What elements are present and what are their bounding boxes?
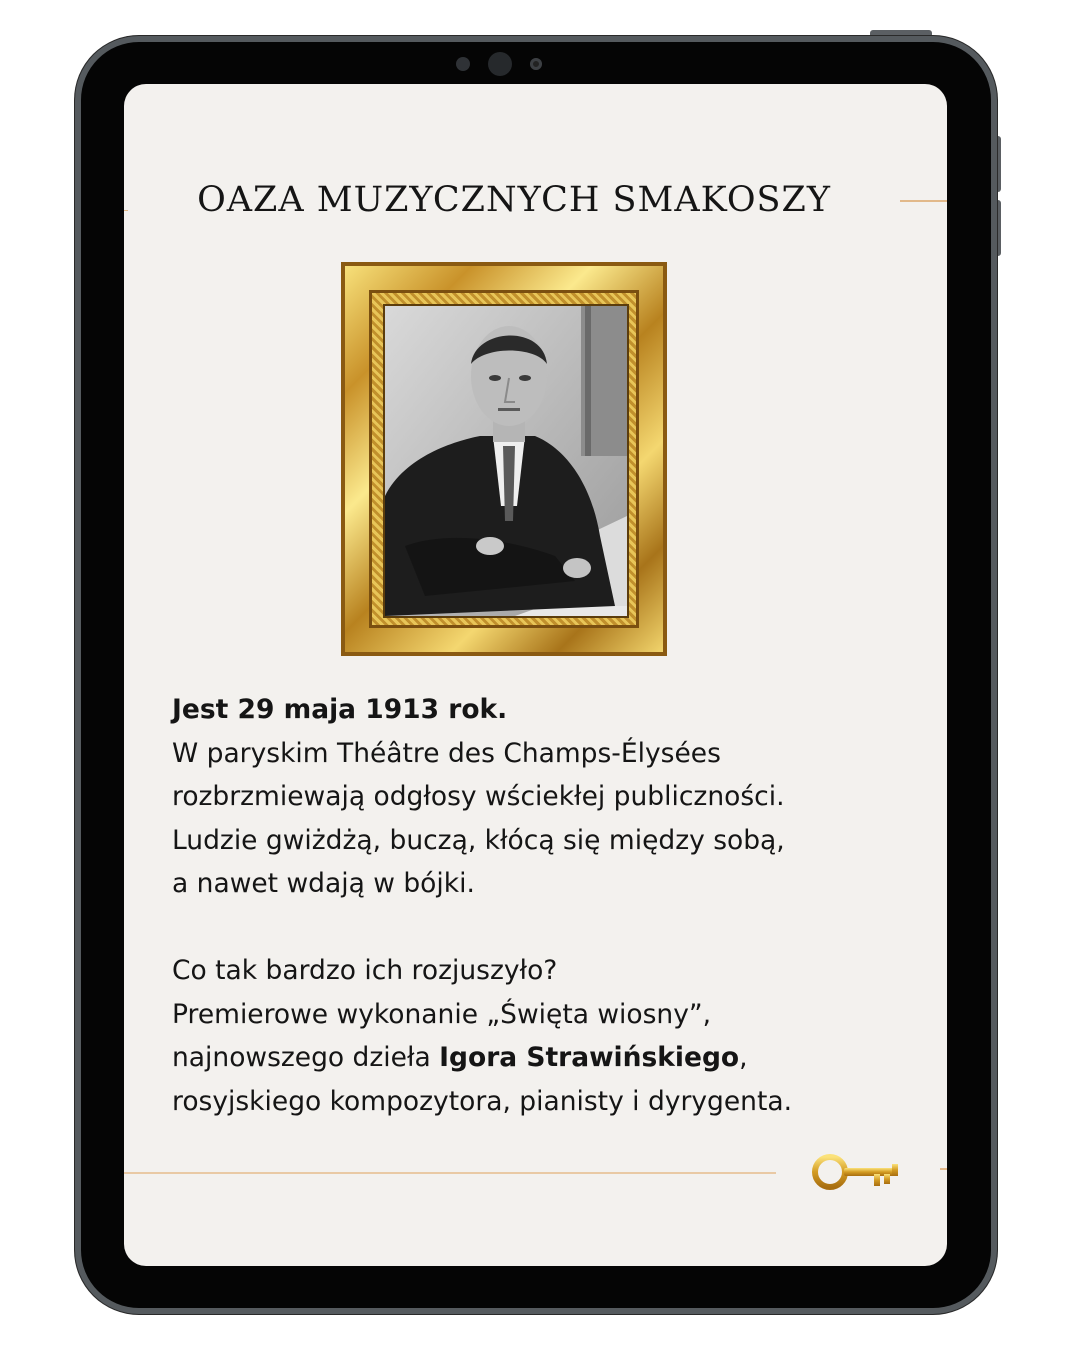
portrait-frame <box>341 262 667 656</box>
footer-divider-right <box>940 1168 947 1170</box>
article-line-composer <box>172 1036 902 1080</box>
article-line: rozbrzmiewają odgłosy wściekłej publiczności. <box>172 781 785 812</box>
tablet-screen <box>124 84 947 1266</box>
article-line: rosyjskiego kompozytora, pianisty i dyrygenta. <box>172 1085 793 1117</box>
article-line: W paryskim Théâtre des Champs-Élysées <box>172 737 721 769</box>
title-divider-right <box>900 200 947 202</box>
page-title: OAZA MUZYCZNYCH SMAKOSZY <box>197 180 831 220</box>
portrait-photo <box>383 304 629 618</box>
article-text-fragment: , <box>739 1042 748 1073</box>
footer-divider <box>124 1172 776 1174</box>
article-date-line: Jest 29 maja 1913 rok. <box>172 694 508 725</box>
article-text-fragment: najnowszego dzieła <box>172 1042 440 1073</box>
article-line: Ludzie gwiżdżą, buczą, kłócą się między sobą, <box>172 824 785 856</box>
portrait-person-icon <box>385 306 627 616</box>
article-question: Co tak bardzo ich rozjuszyło? <box>172 955 558 986</box>
golden-key-icon <box>810 1150 904 1194</box>
light-sensor-icon <box>530 58 542 70</box>
composer-name: Igora Strawińskiego <box>439 1042 740 1073</box>
sensor-icon <box>456 57 470 71</box>
article-line: Premierowe wykonanie „Święta wiosny”, <box>172 998 712 1030</box>
article-line: a nawet wdają w bójki. <box>172 868 475 899</box>
article-text <box>172 688 902 1123</box>
camera-icon <box>488 52 512 76</box>
paragraph-spacer <box>172 906 902 950</box>
